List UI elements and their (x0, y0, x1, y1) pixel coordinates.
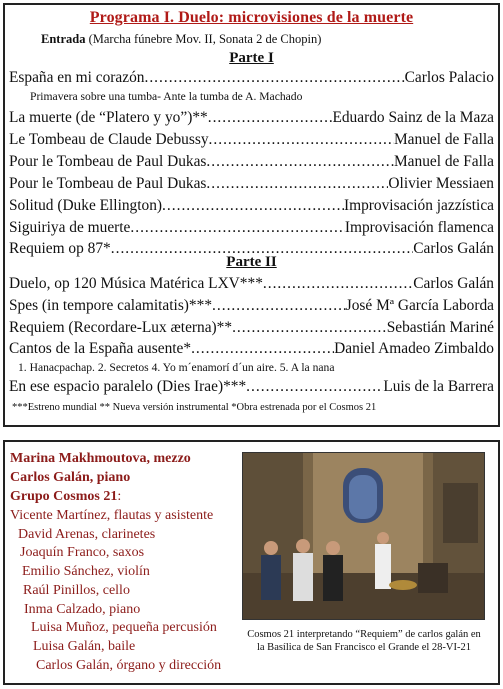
dot-leader (263, 275, 413, 293)
dot-leader (212, 297, 346, 315)
composer: Carlos Galán (413, 240, 494, 257)
performer-line (20, 545, 144, 561)
performer-line (31, 620, 217, 636)
dot-leader (130, 219, 344, 237)
church-interior-image (243, 453, 485, 620)
program-item (9, 175, 494, 193)
performer-name: Emilio Sánchez, violín (22, 564, 150, 579)
entrada-label: Entrada (41, 32, 86, 46)
program-item (9, 275, 494, 293)
performer-name: Inma Calzado, piano (24, 602, 141, 617)
composer: José Mª García Laborda (345, 297, 494, 314)
program-item (9, 340, 494, 358)
entrada-text: (Marcha fúnebre Mov. II, Sonata 2 de Chopin) (85, 32, 322, 46)
work-title: Requiem (Recordare-Lux æterna)** (9, 319, 233, 336)
photo-caption: Cosmos 21 interpretando “Requiem” de carlos galán en la Basílica de San Francisco el Grande el 28-VI-21 (247, 629, 481, 653)
performer-name: Grupo Cosmos 21 (10, 489, 118, 504)
composer: Luis de la Barrera (383, 378, 494, 395)
program-item (9, 131, 494, 149)
program-item (9, 219, 494, 237)
program-item (9, 109, 494, 127)
program-item (9, 153, 494, 171)
performer-line (36, 658, 221, 674)
performer-name: Carlos Galán, piano (10, 470, 131, 485)
work-title: Siguiriya de muerte (9, 219, 131, 236)
performer-line (18, 527, 155, 543)
composer: Manuel de Falla (393, 153, 494, 170)
dot-leader (144, 69, 404, 87)
performer-line (23, 583, 130, 599)
program-item (9, 240, 494, 258)
program-title: Programa I. Duelo: microvisiones de la muerte (89, 9, 414, 26)
work-title: Pour le Tombeau de Paul Dukas (9, 175, 207, 192)
work-title: Le Tombeau de Claude Debussy (9, 131, 209, 148)
performer-line (24, 602, 140, 618)
performer-line (10, 508, 213, 524)
program-item (9, 197, 494, 215)
composer: Sebastián Mariné (386, 319, 494, 336)
program-box (3, 3, 500, 427)
composer: Olivier Messiaen (388, 175, 494, 192)
composer: Eduardo Sainz de la Maza (332, 109, 494, 126)
performer-line (10, 451, 191, 467)
performer-name: Raúl Pinillos, cello (23, 583, 130, 598)
colon: : (117, 489, 122, 504)
work-title: Cantos de la España ausente* (9, 340, 192, 357)
program-item (9, 319, 494, 337)
composer: Daniel Amadeo Zimbaldo (334, 340, 494, 357)
performer-line (33, 639, 135, 655)
performer-name: Marina Makhmoutova, mezzo (10, 451, 191, 466)
dot-leader (232, 319, 387, 337)
program-item (9, 378, 494, 396)
performer-name: Vicente Martínez, flautas y asistente (10, 508, 214, 523)
dot-leader (111, 240, 413, 258)
parte-2-heading: Parte II (226, 254, 277, 270)
concert-photo (242, 452, 485, 620)
composer: Improvisación jazzística (344, 197, 494, 214)
performer-name: Carlos Galán, órgano y dirección (36, 658, 222, 673)
subtitle-1: Primavera sobre una tumba- Ante la tumba de A. Machado (30, 90, 303, 103)
performer-name: Joaquín Franco, saxos (20, 545, 145, 560)
composer: Manuel de Falla (393, 131, 494, 148)
composer: Carlos Palacio (404, 69, 494, 86)
dot-leader (191, 340, 334, 358)
dot-leader (206, 153, 394, 171)
work-title: España en mi corazón (9, 69, 145, 86)
work-title: Pour le Tombeau de Paul Dukas (9, 153, 207, 170)
subtitle-2: 1. Hanacpachap. 2. Secretos 4. Yo m´enamorí d´un aire. 5. A la nana (18, 361, 335, 374)
performer-name: David Arenas, clarinetes (18, 527, 156, 542)
performer-line (10, 470, 130, 486)
performer-line (22, 564, 150, 580)
composer: Improvisación flamenca (344, 219, 494, 236)
program-item (9, 297, 494, 315)
performer-line (10, 489, 121, 505)
footnote: ***Estreno mundial ** Nueva versión instrumental *Obra estrenada por el Cosmos 21 (12, 402, 377, 413)
work-title: Solitud (Duke Ellington) (9, 197, 163, 214)
dot-leader (208, 109, 333, 127)
work-title: Requiem op 87* (9, 240, 111, 257)
work-title: En ese espacio paralelo (Dies Irae)*** (9, 378, 247, 395)
program-item (9, 69, 494, 87)
work-title: Spes (in tempore calamitatis)*** (9, 297, 213, 314)
work-title: La muerte (de “Platero y yo”)** (9, 109, 208, 126)
dot-leader (209, 131, 394, 149)
work-title: Duelo, op 120 Música Matérica LXV*** (9, 275, 263, 292)
parte-1-heading: Parte I (229, 50, 274, 66)
entrada-line (41, 32, 321, 47)
composer: Carlos Galán (413, 275, 494, 292)
dot-leader (162, 197, 344, 215)
performer-name: Luisa Galán, baile (33, 639, 136, 654)
dot-leader (206, 175, 388, 193)
dot-leader (246, 378, 383, 396)
performer-name: Luisa Muñoz, pequeña percusión (31, 620, 217, 635)
